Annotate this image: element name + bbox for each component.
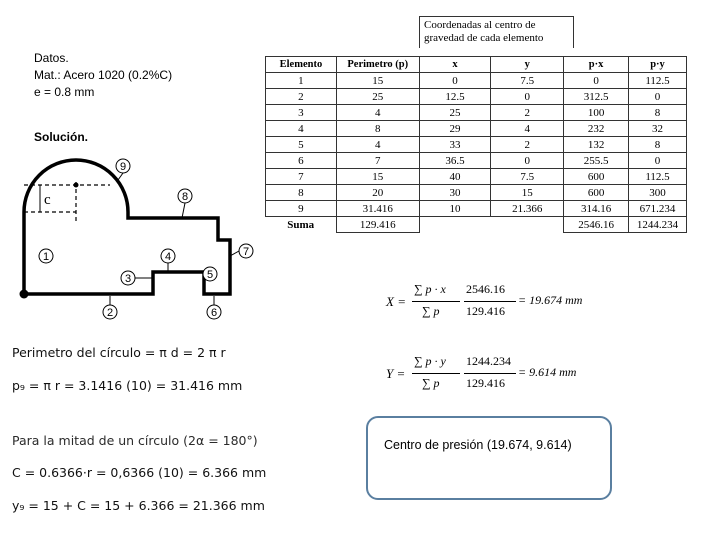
c-formula: C = 0.6366·r = 0,6366 (10) = 6.366 mm (12, 465, 267, 480)
table-cell: 7.5 (491, 169, 564, 185)
table-cell: 5 (266, 137, 337, 153)
table-cell: 112.5 (629, 73, 687, 89)
y-sum-den: ∑ p (422, 376, 440, 390)
table-cell: 0 (564, 73, 629, 89)
table-cell: 300 (629, 185, 687, 201)
table-row (266, 121, 687, 137)
table-sum-row (266, 217, 687, 233)
table-cell: 29 (419, 121, 491, 137)
header-py: p·y (629, 57, 687, 73)
coord-header: Coordenadas al centro de gravedad de cada elemento (419, 16, 574, 48)
material-text: Mat.: Acero 1020 (0.2%C) (34, 68, 173, 82)
y-result: = 9.614 mm (518, 365, 577, 379)
header-perimetro: Perimetro (p) (336, 57, 419, 73)
table-cell: 32 (629, 121, 687, 137)
table-cell: 2 (491, 137, 564, 153)
table-header-row (266, 57, 687, 73)
table-row (266, 73, 687, 89)
y-equation (386, 354, 616, 398)
label-7 (230, 244, 253, 258)
table-row (266, 137, 687, 153)
table-cell: 31.416 (336, 201, 419, 217)
table-cell: 8 (629, 137, 687, 153)
header-y: y (491, 57, 564, 73)
table-cell: 25 (419, 105, 491, 121)
table-cell: 25 (336, 89, 419, 105)
x-den-value: 129.416 (466, 304, 505, 318)
y-lhs: Y = (386, 366, 406, 381)
table-cell: 312.5 (564, 89, 629, 105)
calc-table (265, 56, 687, 233)
table-cell: 0 (629, 153, 687, 169)
table-row (266, 105, 687, 121)
table-cell: 15 (336, 169, 419, 185)
table-cell: 1 (266, 73, 337, 89)
label-3 (121, 271, 153, 285)
sum-px: 2546.16 (564, 217, 629, 233)
svg-text:4: 4 (164, 251, 172, 263)
y-sum-num: ∑ p · y (414, 354, 446, 368)
solucion-heading: Solución. (34, 130, 88, 144)
table-cell: 7 (336, 153, 419, 169)
table-cell: 314.16 (564, 201, 629, 217)
sum-p: 129.416 (336, 217, 419, 233)
table-cell: 15 (491, 185, 564, 201)
table-row (266, 201, 687, 217)
table-cell: 9 (266, 201, 337, 217)
x-sum-den: ∑ p (422, 304, 440, 318)
table-row (266, 169, 687, 185)
sum-py: 1244.234 (629, 217, 687, 233)
label-5 (203, 267, 217, 281)
table-cell: 2 (491, 105, 564, 121)
svg-text:2: 2 (106, 307, 114, 319)
label-4 (161, 249, 175, 272)
table-cell: 8 (266, 185, 337, 201)
y-num-value: 1244.234 (466, 354, 511, 368)
svg-text:8: 8 (181, 191, 189, 203)
table-cell: 0 (629, 89, 687, 105)
table-cell: 36.5 (419, 153, 491, 169)
datos-title: Datos. (34, 51, 69, 65)
table-cell: 600 (564, 185, 629, 201)
header-elemento: Elemento (266, 57, 337, 73)
table-cell: 255.5 (564, 153, 629, 169)
label-6 (207, 296, 221, 319)
label-2 (103, 296, 117, 319)
table-cell: 671.234 (629, 201, 687, 217)
table-cell: 0 (419, 73, 491, 89)
table-cell: 6 (266, 153, 337, 169)
table-cell: 4 (336, 105, 419, 121)
table-cell: 20 (336, 185, 419, 201)
svg-text:3: 3 (124, 273, 132, 285)
y-den-value: 129.416 (466, 376, 505, 390)
dimension-c-label: c (44, 192, 51, 208)
espesor-text: e = 0.8 mm (34, 85, 95, 99)
header-x: x (419, 57, 491, 73)
label-9 (116, 159, 130, 180)
x-result: = 19.674 mm (518, 293, 583, 307)
svg-text:9: 9 (119, 161, 127, 173)
table-row (266, 89, 687, 105)
svg-text:7: 7 (242, 246, 250, 258)
result-box (366, 416, 612, 500)
table-cell: 21.366 (491, 201, 564, 217)
table-row (266, 185, 687, 201)
header-px: p·x (564, 57, 629, 73)
shape-figure (10, 150, 260, 325)
table-cell: 15 (336, 73, 419, 89)
table-cell: 40 (419, 169, 491, 185)
mitad-circulo-text: Para la mitad de un círculo (2α = 180°) (12, 433, 258, 448)
x-sum-num: ∑ p · x (414, 282, 446, 296)
p9-formula: p₉ = π r = 3.1416 (10) = 31.416 mm (12, 378, 243, 393)
table-cell: 0 (491, 89, 564, 105)
svg-text:5: 5 (206, 269, 214, 281)
table-cell: 7 (266, 169, 337, 185)
table-cell: 3 (266, 105, 337, 121)
x-equation (386, 282, 616, 326)
svg-text:6: 6 (210, 307, 218, 319)
table-cell: 2 (266, 89, 337, 105)
datos-block (34, 50, 172, 101)
table-cell: 132 (564, 137, 629, 153)
table-cell: 4 (336, 137, 419, 153)
table-cell: 10 (419, 201, 491, 217)
table-cell: 8 (336, 121, 419, 137)
x-num-value: 2546.16 (466, 282, 505, 296)
table-cell: 112.5 (629, 169, 687, 185)
table-cell: 0 (491, 153, 564, 169)
table-cell: 12.5 (419, 89, 491, 105)
label-8 (178, 189, 192, 218)
perimetro-formula: Perimetro del círculo = π d = 2 π r (12, 345, 226, 360)
result-text: Centro de presión (19.674, 9.614) (384, 438, 572, 452)
y9-formula: y₉ = 15 + C = 15 + 6.366 = 21.366 mm (12, 498, 265, 513)
table-cell: 33 (419, 137, 491, 153)
table-cell: 600 (564, 169, 629, 185)
table-row (266, 153, 687, 169)
table-cell: 4 (266, 121, 337, 137)
label-1 (39, 249, 53, 263)
svg-text:1: 1 (42, 251, 50, 263)
table-cell: 8 (629, 105, 687, 121)
table-cell: 7.5 (491, 73, 564, 89)
table-cell: 232 (564, 121, 629, 137)
origin-point (20, 290, 29, 299)
sum-label: Suma (287, 218, 315, 231)
centroid-point (74, 183, 79, 188)
x-lhs: X = (386, 294, 406, 309)
table-cell: 4 (491, 121, 564, 137)
table-cell: 30 (419, 185, 491, 201)
table-cell: 100 (564, 105, 629, 121)
